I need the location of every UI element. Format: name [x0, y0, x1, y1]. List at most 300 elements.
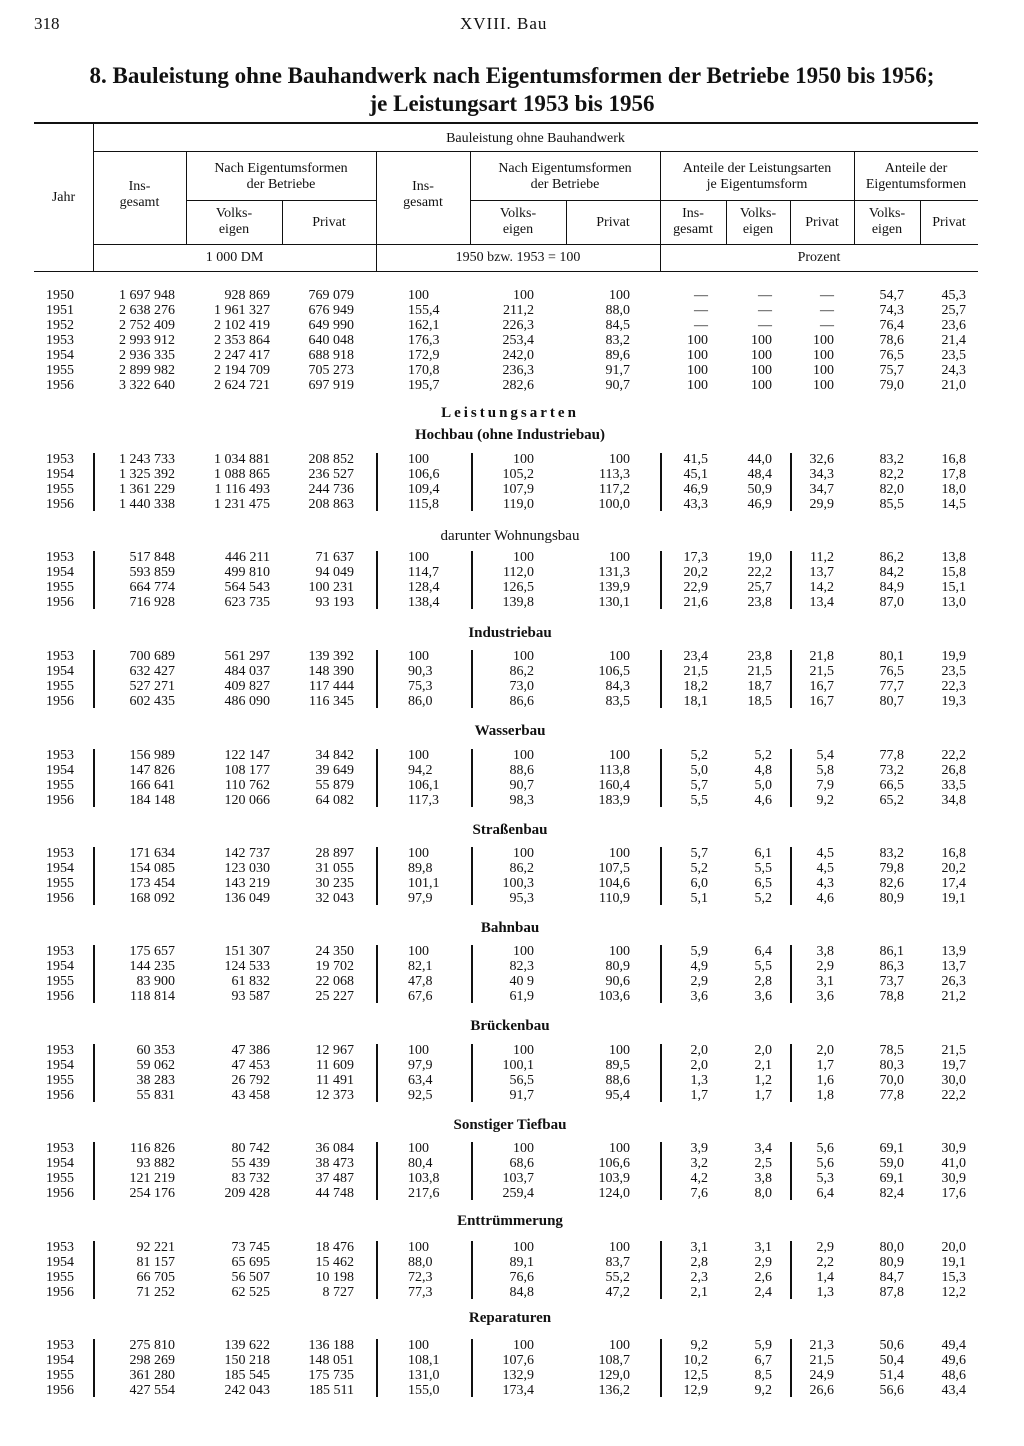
cell-insgesamt: 81 157	[136, 1255, 175, 1270]
cell-eigentum-privat: 12,2	[941, 1285, 966, 1300]
cell-insgesamt: 171 634	[129, 846, 175, 861]
cell-year: 1954	[46, 1058, 74, 1073]
cell-anteil-privat: 26,6	[809, 1383, 834, 1398]
cell-year: 1954	[46, 959, 74, 974]
cell-eigentum-privat: 33,5	[941, 778, 966, 793]
cell-index-volkseigen: 100	[513, 288, 534, 303]
cell-index-volkseigen: 126,5	[502, 580, 534, 595]
cell-index-privat: 55,2	[605, 1270, 630, 1285]
cell-anteil-insgesamt: 2,3	[690, 1270, 708, 1285]
table-row	[0, 959, 1024, 974]
cell-anteil-volkseigen: 46,9	[747, 497, 772, 512]
cell-insgesamt: 1 325 392	[119, 467, 175, 482]
cell-index-privat: 80,9	[605, 959, 630, 974]
cell-anteil-insgesamt: —	[694, 303, 708, 318]
cell-anteil-volkseigen: 4,6	[754, 793, 772, 808]
cell-index-volkseigen: 112,0	[503, 565, 534, 580]
cell-eigentum-privat: 20,2	[941, 861, 966, 876]
cell-anteil-privat: 16,7	[809, 694, 834, 709]
header-privat-4: Privat	[932, 215, 966, 230]
cell-volkseigen: 185 545	[224, 1368, 270, 1383]
cell-index-volkseigen: 105,2	[502, 467, 534, 482]
cell-insgesamt: 602 435	[129, 694, 175, 709]
cell-index-volkseigen: 100	[513, 944, 534, 959]
table-row	[0, 1088, 1024, 1103]
header-rule-2c	[660, 200, 978, 201]
cell-eigentum-volkseigen: 69,1	[879, 1141, 904, 1156]
cell-anteil-insgesamt: 18,1	[683, 694, 708, 709]
cell-index-privat: 107,5	[598, 861, 630, 876]
cell-privat: 640 048	[308, 333, 354, 348]
cell-anteil-privat: 1,8	[816, 1088, 834, 1103]
cell-insgesamt: 55 831	[136, 1088, 175, 1103]
cell-privat: 36 084	[315, 1141, 354, 1156]
cell-privat: 208 852	[308, 452, 354, 467]
cell-volkseigen: 1 961 327	[214, 303, 270, 318]
cell-eigentum-volkseigen: 84,2	[879, 565, 904, 580]
cell-year: 1954	[46, 763, 74, 778]
cell-volkseigen: 499 810	[224, 565, 270, 580]
cell-anteil-privat: 2,9	[816, 959, 834, 974]
cell-eigentum-volkseigen: 80,7	[879, 694, 904, 709]
cell-index-privat: 84,5	[605, 318, 630, 333]
cell-anteil-volkseigen: 5,5	[754, 959, 772, 974]
cell-index-privat: 131,3	[598, 565, 630, 580]
cell-year: 1953	[46, 846, 74, 861]
cell-anteil-insgesamt: 23,4	[683, 649, 708, 664]
cell-anteil-insgesamt: 43,3	[683, 497, 708, 512]
cell-index-privat: 100	[609, 846, 630, 861]
cell-insgesamt: 716 928	[129, 595, 175, 610]
cell-insgesamt: 83 900	[136, 974, 175, 989]
cell-privat: 24 350	[315, 944, 354, 959]
cell-index-volkseigen: 100	[513, 452, 534, 467]
cell-anteil-insgesamt: 12,9	[683, 1383, 708, 1398]
cell-anteil-volkseigen: 5,0	[754, 778, 772, 793]
cell-volkseigen: 136 049	[224, 891, 270, 906]
cell-eigentum-privat: 14,5	[941, 497, 966, 512]
cell-index-insgesamt: 114,7	[408, 565, 439, 580]
section-heading: Wasserbau	[474, 723, 546, 739]
cell-year: 1953	[46, 748, 74, 763]
section-heading: Brückenbau	[470, 1018, 550, 1034]
cell-anteil-volkseigen: 21,5	[747, 664, 772, 679]
cell-eigentum-privat: 15,1	[941, 580, 966, 595]
cell-insgesamt: 116 826	[130, 1141, 175, 1156]
cell-insgesamt: 1 440 338	[119, 497, 175, 512]
cell-insgesamt: 66 705	[136, 1270, 175, 1285]
cell-index-insgesamt: 109,4	[408, 482, 440, 497]
cell-eigentum-privat: 13,0	[941, 595, 966, 610]
header-bottom-rule	[34, 271, 978, 272]
cell-anteil-privat: 5,4	[816, 748, 834, 763]
cell-year: 1950	[46, 288, 74, 303]
cell-privat: 208 863	[308, 497, 354, 512]
cell-eigentum-volkseigen: 77,7	[879, 679, 904, 694]
header-insgesamt-2: Ins- gesamt	[403, 179, 443, 210]
cell-insgesamt: 147 826	[129, 763, 175, 778]
cell-anteil-volkseigen: 2,1	[754, 1058, 772, 1073]
cell-anteil-privat: 6,4	[816, 1186, 834, 1201]
cell-year: 1954	[46, 1156, 74, 1171]
cell-anteil-volkseigen: 3,1	[754, 1240, 772, 1255]
cell-anteil-privat: 1,7	[816, 1058, 834, 1073]
cell-anteil-volkseigen: 6,1	[754, 846, 772, 861]
cell-eigentum-volkseigen: 74,3	[879, 303, 904, 318]
cell-anteil-volkseigen: 2,6	[754, 1270, 772, 1285]
cell-anteil-insgesamt: 100	[687, 348, 708, 363]
cell-eigentum-privat: 23,5	[941, 348, 966, 363]
cell-index-insgesamt: 63,4	[408, 1073, 433, 1088]
cell-volkseigen: 73 745	[231, 1240, 270, 1255]
cell-insgesamt: 427 554	[129, 1383, 175, 1398]
section-heading: Bahnbau	[480, 920, 540, 936]
cell-insgesamt: 2 899 982	[119, 363, 175, 378]
table-row	[0, 452, 1024, 467]
cell-insgesamt: 93 882	[136, 1156, 175, 1171]
cell-eigentum-privat: 21,5	[941, 1043, 966, 1058]
table-row	[0, 482, 1024, 497]
cell-index-privat: 106,6	[598, 1156, 630, 1171]
table-row	[0, 793, 1024, 808]
header-jahr: Jahr	[51, 190, 76, 205]
cell-volkseigen: 123 030	[224, 861, 270, 876]
table-row	[0, 748, 1024, 763]
cell-anteil-insgesamt: 46,9	[683, 482, 708, 497]
cell-insgesamt: 361 280	[129, 1368, 175, 1383]
cell-insgesamt: 527 271	[129, 679, 175, 694]
cell-anteil-volkseigen: 2,0	[754, 1043, 772, 1058]
cell-index-insgesamt: 100	[408, 1043, 429, 1058]
cell-privat: 30 235	[315, 876, 354, 891]
cell-index-volkseigen: 40 9	[509, 974, 534, 989]
table-row	[0, 1383, 1024, 1398]
cell-insgesamt: 121 219	[129, 1171, 175, 1186]
cell-anteil-insgesamt: 2,8	[690, 1255, 708, 1270]
cell-index-insgesamt: 155,0	[408, 1383, 440, 1398]
cell-index-insgesamt: 108,1	[408, 1353, 440, 1368]
header-bauleistung: Bauleistung ohne Bauhandwerk	[446, 131, 625, 146]
cell-anteil-insgesamt: 5,9	[690, 944, 708, 959]
cell-index-volkseigen: 132,9	[502, 1368, 534, 1383]
cell-privat: 44 748	[315, 1186, 354, 1201]
cell-year: 1956	[46, 891, 74, 906]
table-row	[0, 497, 1024, 512]
cell-anteil-privat: 21,8	[809, 649, 834, 664]
cell-eigentum-volkseigen: 87,0	[879, 595, 904, 610]
cell-eigentum-privat: 22,2	[941, 748, 966, 763]
header-insgesamt-1: Ins- gesamt	[119, 179, 160, 210]
cell-insgesamt: 298 269	[129, 1353, 175, 1368]
cell-eigentum-privat: 26,3	[941, 974, 966, 989]
cell-eigentum-volkseigen: 73,7	[879, 974, 904, 989]
cell-anteil-volkseigen: 1,7	[754, 1088, 772, 1103]
cell-anteil-volkseigen: 100	[751, 363, 772, 378]
cell-volkseigen: 2 102 419	[214, 318, 270, 333]
cell-year: 1953	[46, 1240, 74, 1255]
cell-eigentum-privat: 48,6	[941, 1368, 966, 1383]
cell-anteil-privat: —	[820, 288, 834, 303]
cell-insgesamt: 593 859	[129, 565, 175, 580]
cell-anteil-volkseigen: 6,4	[754, 944, 772, 959]
cell-eigentum-volkseigen: 82,6	[879, 876, 904, 891]
cell-index-volkseigen: 88,6	[509, 763, 534, 778]
cell-volkseigen: 47 386	[231, 1043, 270, 1058]
cell-anteil-volkseigen: 8,5	[754, 1368, 772, 1383]
cell-anteil-volkseigen: 23,8	[747, 595, 772, 610]
cell-index-volkseigen: 100,1	[502, 1058, 534, 1073]
cell-year: 1953	[46, 452, 74, 467]
cell-index-volkseigen: 95,3	[509, 891, 534, 906]
cell-anteil-insgesamt: 5,7	[690, 778, 708, 793]
table-row	[0, 944, 1024, 959]
cell-eigentum-volkseigen: 76,4	[879, 318, 904, 333]
cell-year: 1954	[46, 1353, 74, 1368]
cell-index-volkseigen: 139,8	[502, 595, 534, 610]
cell-anteil-insgesamt: —	[694, 318, 708, 333]
cell-index-insgesamt: 106,1	[408, 778, 440, 793]
cell-volkseigen: 928 869	[224, 288, 270, 303]
cell-year: 1955	[46, 876, 74, 891]
cell-eigentum-volkseigen: 77,8	[879, 1088, 904, 1103]
cell-index-insgesamt: 100	[408, 452, 429, 467]
cell-eigentum-volkseigen: 78,6	[879, 333, 904, 348]
cell-insgesamt: 3 322 640	[119, 378, 175, 393]
cell-volkseigen: 2 353 864	[214, 333, 270, 348]
cell-privat: 22 068	[315, 974, 354, 989]
table-row	[0, 989, 1024, 1004]
cell-insgesamt: 700 689	[129, 649, 175, 664]
cell-anteil-privat: 100	[813, 378, 834, 393]
cell-eigentum-privat: 22,2	[941, 1088, 966, 1103]
cell-anteil-privat: 32,6	[809, 452, 834, 467]
header-rule-1	[93, 151, 978, 152]
cell-volkseigen: 151 307	[224, 944, 270, 959]
cell-eigentum-privat: 43,4	[941, 1383, 966, 1398]
cell-insgesamt: 517 848	[129, 550, 175, 565]
cell-insgesamt: 2 638 276	[119, 303, 175, 318]
cell-anteil-insgesamt: 5,2	[690, 748, 708, 763]
cell-privat: 136 188	[308, 1338, 354, 1353]
cell-anteil-privat: 100	[813, 333, 834, 348]
cell-index-insgesamt: 195,7	[408, 378, 440, 393]
table-row	[0, 1043, 1024, 1058]
cell-index-insgesamt: 72,3	[408, 1270, 433, 1285]
cell-eigentum-privat: 13,9	[941, 944, 966, 959]
cell-privat: 18 476	[315, 1240, 354, 1255]
cell-anteil-insgesamt: 100	[687, 378, 708, 393]
table-row	[0, 974, 1024, 989]
cell-volkseigen: 47 453	[231, 1058, 270, 1073]
cell-index-insgesamt: 138,4	[408, 595, 440, 610]
cell-year: 1954	[46, 1255, 74, 1270]
cell-privat: 148 390	[308, 664, 354, 679]
cell-privat: 649 990	[308, 318, 354, 333]
cell-privat: 705 273	[308, 363, 354, 378]
cell-eigentum-volkseigen: 80,1	[879, 649, 904, 664]
cell-anteil-privat: 16,7	[809, 679, 834, 694]
cell-anteil-insgesamt: 5,1	[690, 891, 708, 906]
cell-privat: 697 919	[308, 378, 354, 393]
cell-insgesamt: 184 148	[129, 793, 175, 808]
table-row	[0, 1240, 1024, 1255]
cell-insgesamt: 1 361 229	[119, 482, 175, 497]
cell-index-privat: 100	[609, 944, 630, 959]
cell-anteil-insgesamt: 22,9	[683, 580, 708, 595]
cell-index-volkseigen: 107,9	[502, 482, 534, 497]
cell-anteil-privat: 29,9	[809, 497, 834, 512]
cell-anteil-insgesamt: 10,2	[683, 1353, 708, 1368]
cell-index-insgesamt: 88,0	[408, 1255, 433, 1270]
cell-volkseigen: 65 695	[231, 1255, 270, 1270]
cell-index-volkseigen: 90,7	[509, 778, 534, 793]
cell-eigentum-privat: 30,0	[941, 1073, 966, 1088]
cell-privat: 39 649	[315, 763, 354, 778]
cell-index-insgesamt: 100	[408, 748, 429, 763]
cell-index-insgesamt: 131,0	[408, 1368, 440, 1383]
cell-privat: 10 198	[315, 1270, 354, 1285]
cell-volkseigen: 209 428	[224, 1186, 270, 1201]
cell-volkseigen: 143 219	[224, 876, 270, 891]
cell-insgesamt: 166 641	[129, 778, 175, 793]
cell-index-insgesamt: 77,3	[408, 1285, 433, 1300]
cell-index-volkseigen: 242,0	[502, 348, 534, 363]
cell-index-volkseigen: 100	[513, 1338, 534, 1353]
cell-volkseigen: 1 116 493	[214, 482, 270, 497]
cell-year: 1953	[46, 944, 74, 959]
cell-eigentum-privat: 30,9	[941, 1171, 966, 1186]
cell-index-privat: 139,9	[598, 580, 630, 595]
cell-privat: 25 227	[315, 989, 354, 1004]
cell-privat: 11 491	[316, 1073, 354, 1088]
header-nach-eigentum-2: Nach Eigentumsformen der Betriebe	[498, 161, 632, 192]
table-row	[0, 1368, 1024, 1383]
cell-eigentum-volkseigen: 86,1	[879, 944, 904, 959]
cell-year: 1956	[46, 694, 74, 709]
unit-label-prozent: Prozent	[797, 250, 841, 265]
cell-index-volkseigen: 68,6	[509, 1156, 534, 1171]
cell-index-privat: 83,5	[605, 694, 630, 709]
cell-eigentum-volkseigen: 50,4	[879, 1353, 904, 1368]
cell-year: 1956	[46, 1088, 74, 1103]
table-row	[0, 1270, 1024, 1285]
cell-eigentum-volkseigen: 86,2	[879, 550, 904, 565]
table-row	[0, 378, 1024, 393]
cell-privat: 236 527	[308, 467, 354, 482]
cell-eigentum-privat: 15,8	[941, 565, 966, 580]
cell-index-privat: 88,6	[605, 1073, 630, 1088]
cell-anteil-privat: 11,2	[810, 550, 834, 565]
cell-privat: 139 392	[308, 649, 354, 664]
cell-eigentum-volkseigen: 86,3	[879, 959, 904, 974]
cell-index-insgesamt: 100	[408, 944, 429, 959]
header-volkseigen-4: Volks- eigen	[868, 206, 906, 237]
cell-anteil-privat: 14,2	[809, 580, 834, 595]
cell-year: 1955	[46, 778, 74, 793]
cell-anteil-volkseigen: 8,0	[754, 1186, 772, 1201]
cell-anteil-privat: 4,5	[816, 861, 834, 876]
chapter-title: XVIII. Bau	[460, 14, 548, 33]
cell-anteil-insgesamt: 2,0	[690, 1058, 708, 1073]
cell-anteil-privat: 1,3	[816, 1285, 834, 1300]
cell-insgesamt: 1 243 733	[119, 452, 175, 467]
cell-anteil-insgesamt: 12,5	[683, 1368, 708, 1383]
cell-anteil-insgesamt: 2,1	[690, 1285, 708, 1300]
cell-index-volkseigen: 282,6	[502, 378, 534, 393]
cell-eigentum-privat: 34,8	[941, 793, 966, 808]
cell-year: 1955	[46, 1073, 74, 1088]
cell-index-privat: 100	[609, 550, 630, 565]
cell-anteil-insgesamt: 1,7	[690, 1088, 708, 1103]
cell-volkseigen: 139 622	[224, 1338, 270, 1353]
leistungsarten-heading: Leistungsarten	[441, 405, 579, 421]
cell-eigentum-privat: 19,7	[941, 1058, 966, 1073]
cell-volkseigen: 2 624 721	[214, 378, 270, 393]
cell-index-volkseigen: 103,7	[502, 1171, 534, 1186]
cell-index-insgesamt: 100	[408, 288, 429, 303]
cell-eigentum-privat: 19,1	[941, 891, 966, 906]
cell-year: 1954	[46, 565, 74, 580]
cell-anteil-volkseigen: 6,7	[754, 1353, 772, 1368]
table-row	[0, 679, 1024, 694]
section-heading: Industriebau	[468, 625, 552, 641]
cell-anteil-privat: 5,8	[816, 763, 834, 778]
cell-index-privat: 183,9	[598, 793, 630, 808]
cell-privat: 38 473	[315, 1156, 354, 1171]
cell-anteil-privat: 1,4	[816, 1270, 834, 1285]
cell-index-volkseigen: 89,1	[509, 1255, 534, 1270]
cell-anteil-insgesamt: 6,0	[690, 876, 708, 891]
header-privat-2: Privat	[596, 215, 630, 230]
cell-index-privat: 100	[609, 649, 630, 664]
cell-year: 1955	[46, 482, 74, 497]
cell-index-privat: 117,2	[599, 482, 630, 497]
cell-anteil-volkseigen: 3,8	[754, 1171, 772, 1186]
section-heading: darunter Wohnungsbau	[440, 528, 580, 544]
cell-eigentum-volkseigen: 54,7	[879, 288, 904, 303]
table-row	[0, 348, 1024, 363]
cell-insgesamt: 175 657	[129, 944, 175, 959]
cell-year: 1956	[46, 989, 74, 1004]
section-heading: Hochbau (ohne Industriebau)	[414, 427, 606, 443]
cell-privat: 769 079	[308, 288, 354, 303]
cell-eigentum-privat: 18,0	[941, 482, 966, 497]
cell-anteil-insgesamt: 2,9	[690, 974, 708, 989]
cell-anteil-insgesamt: 21,5	[683, 664, 708, 679]
cell-anteil-insgesamt: 5,2	[690, 861, 708, 876]
cell-volkseigen: 409 827	[224, 679, 270, 694]
cell-volkseigen: 623 735	[224, 595, 270, 610]
cell-anteil-insgesamt: 3,6	[690, 989, 708, 1004]
cell-privat: 31 055	[315, 861, 354, 876]
cell-year: 1955	[46, 974, 74, 989]
cell-insgesamt: 38 283	[136, 1073, 175, 1088]
cell-eigentum-privat: 23,5	[941, 664, 966, 679]
cell-index-volkseigen: 100	[513, 1141, 534, 1156]
cell-privat: 34 842	[315, 748, 354, 763]
cell-anteil-privat: 2,9	[816, 1240, 834, 1255]
cell-anteil-insgesamt: 20,2	[683, 565, 708, 580]
cell-eigentum-volkseigen: 78,8	[879, 989, 904, 1004]
cell-eigentum-privat: 26,8	[941, 763, 966, 778]
cell-index-insgesamt: 100	[408, 1141, 429, 1156]
header-insgesamt-3: Ins- gesamt	[673, 206, 713, 237]
cell-index-insgesamt: 82,1	[408, 959, 433, 974]
cell-volkseigen: 446 211	[225, 550, 270, 565]
cell-year: 1956	[46, 793, 74, 808]
cell-privat: 12 373	[315, 1088, 354, 1103]
header-volkseigen-3: Volks- eigen	[739, 206, 777, 237]
